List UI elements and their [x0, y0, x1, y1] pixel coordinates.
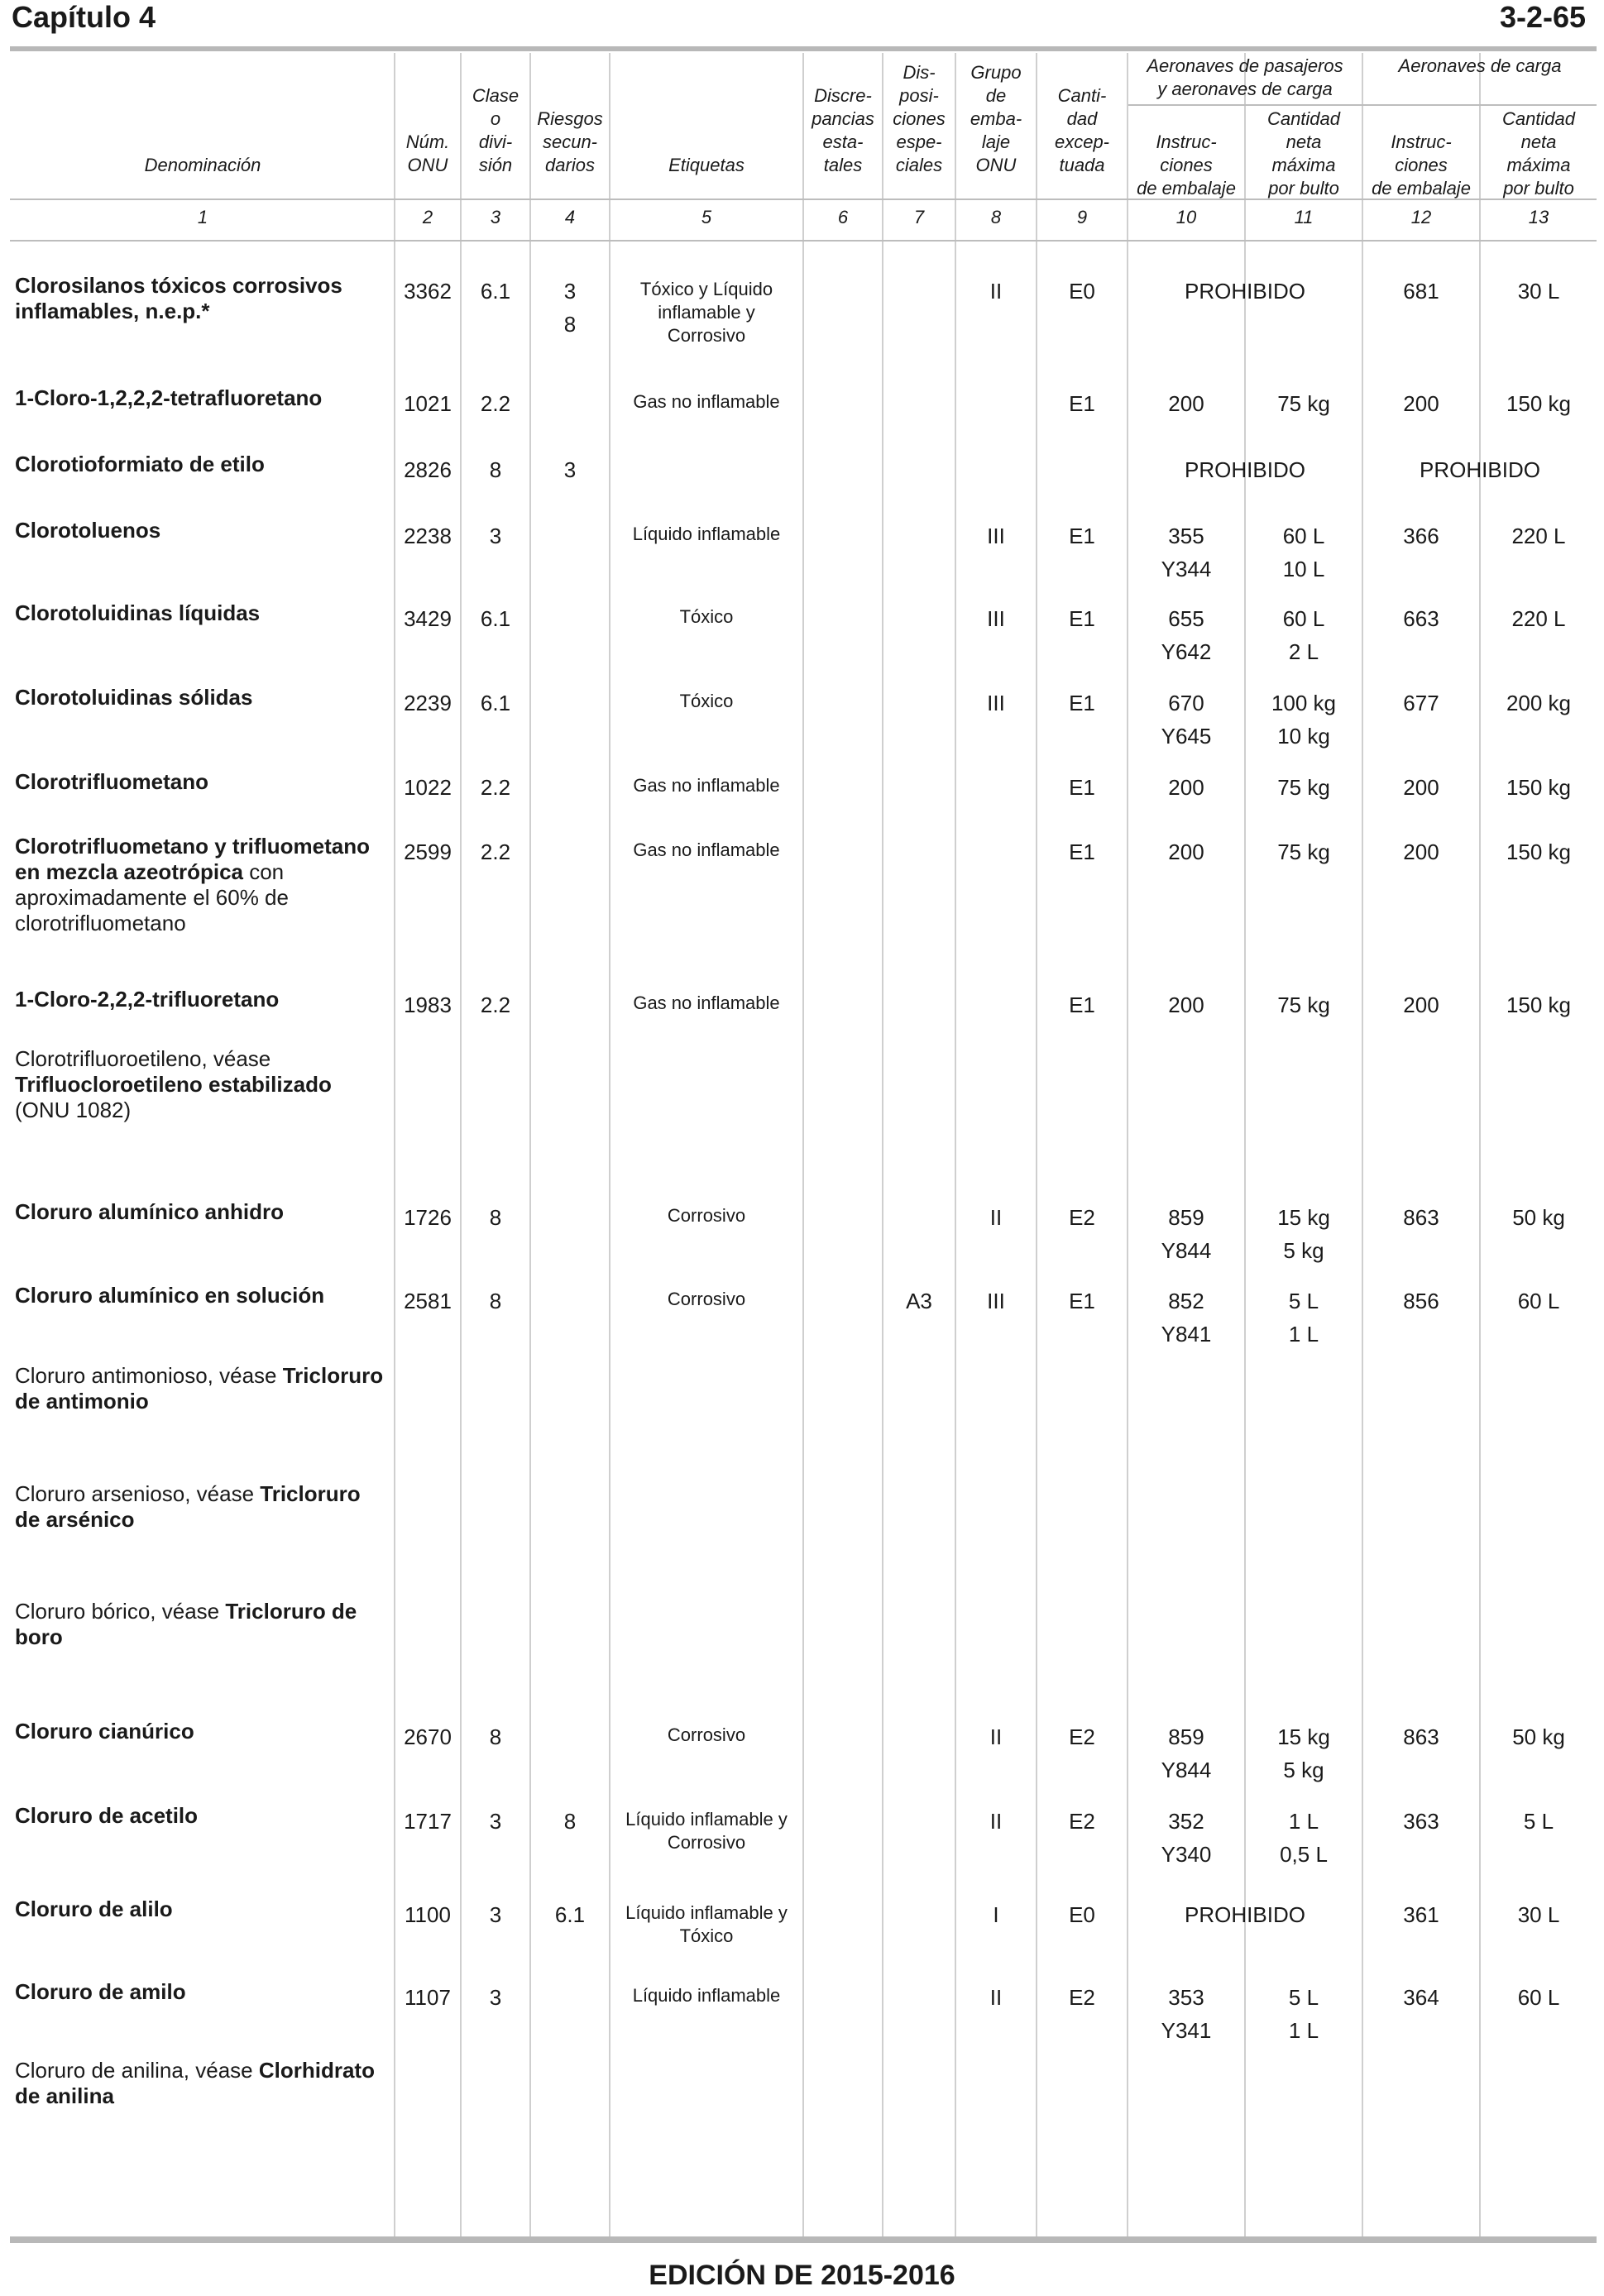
- cell-pg: III: [987, 691, 1005, 715]
- row-denominacion: [15, 1719, 387, 1744]
- denominacion-bold: Clorhidrato de anilina: [15, 2058, 375, 2108]
- cell-cls: 8: [489, 1289, 502, 1313]
- cell-eq: E1: [1069, 606, 1095, 631]
- row-denominacion: [15, 385, 387, 411]
- cell-disp: A3: [906, 1289, 932, 1313]
- cell-un: 1983: [404, 993, 452, 1017]
- page-number: 3-2-65: [1499, 0, 1586, 34]
- col-number: 2: [422, 207, 433, 227]
- cell-pi1: 859 Y844: [1161, 1205, 1212, 1263]
- cell-lbl: Tóxico: [679, 691, 734, 711]
- cell-lbl: Gas no inflamable: [633, 775, 780, 796]
- row-denominacion: [15, 1283, 387, 1308]
- cell-pi2: 681: [1403, 279, 1439, 304]
- row-denominacion: [15, 600, 387, 626]
- row-denominacion: [15, 834, 387, 936]
- cell-eq: E1: [1069, 691, 1095, 715]
- cell-pi2: 361: [1403, 1902, 1439, 1927]
- row-denominacion: [15, 1199, 387, 1225]
- cell-un: 2239: [404, 691, 452, 715]
- row-denominacion: [15, 685, 387, 710]
- cell-pg: II: [989, 1205, 1003, 1230]
- cell-q1: 75 kg: [1277, 839, 1330, 864]
- cell-cls: 6.1: [480, 691, 511, 715]
- cell-pg: II: [989, 1809, 1003, 1834]
- cell-un: 2826: [404, 457, 452, 482]
- denominacion-bold: Clorotrifluometano: [15, 769, 208, 794]
- col-number: 9: [1076, 207, 1088, 227]
- cell-pi2: 363: [1403, 1809, 1439, 1834]
- denominacion-bold: Trifluocloroetileno estabilizado: [15, 1072, 332, 1097]
- cell-q2: 60 L: [1517, 1985, 1560, 2010]
- cell-prohibido: PROHIBIDO: [1185, 1902, 1305, 1927]
- cell-cls: 2.2: [480, 839, 511, 864]
- cell-q2: 60 L: [1517, 1289, 1560, 1313]
- denominacion-bold: Cloruro alumínico anhidro: [15, 1199, 285, 1224]
- cell-cls: 2.2: [480, 391, 511, 416]
- cell-cls: 3: [489, 1902, 502, 1927]
- cell-pi2: 677: [1403, 691, 1439, 715]
- denominacion-bold: Clorotioformiato de etilo: [15, 452, 265, 476]
- row-denominacion: [15, 1046, 387, 1123]
- col-riesgos: Riesgos secun- darios: [537, 108, 603, 175]
- col-aeronaves-pasajeros: Aeronaves de pasajeros y aeronaves de carga: [1147, 55, 1343, 99]
- col-number: 8: [990, 207, 1002, 227]
- cell-q2: 220 L: [1511, 606, 1566, 631]
- cell-pi1: 355 Y344: [1161, 524, 1212, 581]
- row-denominacion: [15, 518, 387, 543]
- cell-q2: 30 L: [1517, 1902, 1560, 1927]
- cell-pi1: 655 Y642: [1161, 606, 1212, 664]
- cell-q1: 75 kg: [1277, 775, 1330, 800]
- cell-eq: E2: [1069, 1724, 1095, 1749]
- cell-pi2: 663: [1403, 606, 1439, 631]
- col-number: 12: [1410, 207, 1432, 227]
- col-number: 4: [564, 207, 576, 227]
- cell-pg: III: [987, 524, 1005, 548]
- cell-eq: E1: [1069, 993, 1095, 1017]
- cell-lbl: Corrosivo: [667, 1289, 746, 1309]
- col-clase: Clase o divi- sión: [472, 85, 520, 175]
- cell-q2: 150 kg: [1506, 775, 1572, 800]
- cell-un: 1726: [404, 1205, 452, 1230]
- cell-lbl: Corrosivo: [667, 1205, 746, 1226]
- row-denominacion: [15, 1481, 387, 1533]
- cell-un: 2670: [404, 1724, 452, 1749]
- cell-q2: 30 L: [1517, 279, 1560, 304]
- cell-prohibido: PROHIBIDO: [1185, 279, 1305, 304]
- cell-lbl: Gas no inflamable: [633, 839, 780, 860]
- row-denominacion: [15, 452, 387, 477]
- row-denominacion: [15, 1599, 387, 1650]
- cell-eq: E1: [1069, 391, 1095, 416]
- divider: [882, 53, 883, 2236]
- col-grupo: Grupo de emba- laje ONU: [970, 62, 1022, 175]
- cell-q1: 1 L 0,5 L: [1280, 1809, 1328, 1867]
- cell-un: 1021: [404, 391, 452, 416]
- cell-eq: E2: [1069, 1205, 1095, 1230]
- col-number: 11: [1294, 207, 1314, 227]
- row-denominacion: [15, 987, 387, 1012]
- cell-un: 1717: [404, 1809, 452, 1834]
- denominacion-bold: 1-Cloro-1,2,2,2-tetrafluoretano: [15, 385, 323, 410]
- cell-lbl: Gas no inflamable: [633, 391, 780, 412]
- cell-pg: I: [993, 1902, 999, 1927]
- cell-sub: 8: [563, 1809, 577, 1834]
- cell-cls: 2.2: [480, 993, 511, 1017]
- cell-cls: 6.1: [480, 279, 511, 304]
- cell-un: 2599: [404, 839, 452, 864]
- cell-eq: E1: [1069, 775, 1095, 800]
- cell-sub: 3 8: [563, 279, 577, 337]
- cell-pi2: 364: [1403, 1985, 1439, 2010]
- cell-un: 1100: [405, 1902, 451, 1927]
- cell-pi2: 863: [1403, 1205, 1439, 1230]
- cell-cls: 8: [489, 1724, 502, 1749]
- cell-pi2: 200: [1403, 993, 1439, 1017]
- cell-q1: 75 kg: [1277, 993, 1330, 1017]
- cell-lbl: Corrosivo: [667, 1724, 746, 1745]
- cell-un: 3362: [404, 279, 452, 304]
- cell-cls: 3: [489, 524, 502, 548]
- cell-q1: 75 kg: [1277, 391, 1330, 416]
- col-number: 10: [1175, 207, 1197, 227]
- denominacion-bold: Cloruro cianúrico: [15, 1719, 194, 1744]
- denominacion-bold: Cloruro de alilo: [15, 1897, 173, 1921]
- denominacion-bold: 1-Cloro-2,2,2-trifluoretano: [15, 987, 280, 1012]
- cell-pi1: 352 Y340: [1161, 1809, 1212, 1867]
- cell-prohibido: PROHIBIDO: [1420, 457, 1540, 482]
- denominacion-text: Cloruro de anilina, véase: [15, 2058, 259, 2083]
- cell-pg: III: [987, 1289, 1005, 1313]
- cell-pi1: 200: [1168, 839, 1204, 864]
- cell-cls: 3: [489, 1985, 502, 2010]
- col-discrepancias: Discre- pancias esta- tales: [812, 85, 874, 175]
- bottom-rule: [10, 2236, 1597, 2243]
- cell-q2: 150 kg: [1506, 839, 1572, 864]
- cell-cls: 3: [489, 1809, 502, 1834]
- denominacion-text: Clorotrifluoroetileno, véase: [15, 1046, 271, 1071]
- row-denominacion: [15, 769, 387, 795]
- col-number: 5: [701, 207, 712, 227]
- denominacion-bold: Clorotoluidinas líquidas: [15, 600, 261, 625]
- cell-cls: 6.1: [480, 606, 511, 631]
- cell-pg: II: [989, 1724, 1003, 1749]
- denominacion-bold: Tricloruro de antimonio: [15, 1363, 384, 1413]
- denominacion-bold: Cloruro de amilo: [15, 1979, 186, 2004]
- cell-eq: E0: [1069, 1902, 1095, 1927]
- cell-lbl: Gas no inflamable: [633, 993, 780, 1013]
- cell-un: 1107: [405, 1985, 451, 2010]
- cell-q1: 5 L 1 L: [1288, 1985, 1319, 2043]
- cell-pi2: 856: [1403, 1289, 1439, 1313]
- denominacion-bold: Tricloruro de boro: [15, 1599, 357, 1649]
- cell-lbl: Líquido inflamable: [632, 524, 781, 544]
- denominacion-text: (ONU 1082): [15, 1098, 132, 1122]
- cell-q2: 50 kg: [1512, 1724, 1565, 1749]
- top-rule: [10, 46, 1597, 51]
- cell-pi1: 353 Y341: [1161, 1985, 1212, 2043]
- cell-lbl: Tóxico y Líquido inflamable y Corrosivo: [639, 279, 773, 346]
- col-number: 3: [490, 207, 501, 227]
- cell-cls: 8: [489, 1205, 502, 1230]
- cell-eq: E0: [1069, 279, 1095, 304]
- cell-pi1: 200: [1168, 993, 1204, 1017]
- col-number: 13: [1528, 207, 1549, 227]
- denominacion-text: Cloruro arsenioso, véase: [15, 1481, 261, 1506]
- cell-pi1: 200: [1168, 775, 1204, 800]
- cell-eq: E2: [1069, 1985, 1095, 2010]
- divider: [802, 53, 804, 2236]
- row-denominacion: [15, 2058, 387, 2109]
- cell-prohibido: PROHIBIDO: [1185, 457, 1305, 482]
- col-cantidad-exceptuada: Canti- dad excep- tuada: [1054, 85, 1110, 175]
- denominacion-bold: Clorosilanos tóxicos corrosivos inflamables, n.e.p.*: [15, 273, 342, 323]
- cell-pi1: 852 Y841: [1161, 1289, 1212, 1347]
- cell-pg: III: [987, 606, 1005, 631]
- cell-pi2: 366: [1403, 524, 1439, 548]
- cell-sub: 6.1: [554, 1902, 586, 1927]
- cell-lbl: Tóxico: [679, 606, 734, 627]
- col-etiquetas: Etiquetas: [668, 155, 745, 175]
- chapter-title: Capítulo 4: [12, 0, 156, 34]
- cell-eq: E1: [1069, 839, 1095, 864]
- row-denominacion: [15, 1897, 387, 1922]
- cell-lbl: Líquido inflamable y Tóxico: [625, 1902, 788, 1946]
- col-num-onu: Núm. ONU: [405, 132, 450, 175]
- col-aeronaves-carga: Aeronaves de carga: [1398, 55, 1562, 76]
- cell-pi1: 200: [1168, 391, 1204, 416]
- group-line: [1128, 104, 1597, 106]
- cell-q1: 5 L 1 L: [1288, 1289, 1319, 1347]
- col-disposiciones: Dis- posi- ciones espe- ciales: [893, 62, 946, 175]
- row-denominacion: [15, 1803, 387, 1829]
- col-instrucciones-carga: Instruc- ciones de embalaje: [1372, 132, 1471, 199]
- cell-lbl: Líquido inflamable: [632, 1985, 781, 2006]
- column-number-line: [10, 240, 1597, 242]
- denominacion-bold: Cloruro de acetilo: [15, 1803, 199, 1828]
- cell-q1: 100 kg 10 kg: [1271, 691, 1337, 749]
- col-cantidad-pas: Cantidad neta máxima por bulto: [1266, 108, 1341, 199]
- col-number: 1: [197, 207, 208, 227]
- cell-q2: 5 L: [1523, 1809, 1554, 1834]
- denominacion-bold: Tricloruro de arsénico: [15, 1481, 361, 1532]
- cell-un: 3429: [404, 606, 452, 631]
- denominacion-text: Cloruro antimonioso, véase: [15, 1363, 283, 1388]
- cell-lbl: Líquido inflamable y Corrosivo: [625, 1809, 788, 1853]
- cell-q2: 220 L: [1511, 524, 1566, 548]
- cell-pi1: 670 Y645: [1161, 691, 1212, 749]
- row-denominacion: [15, 273, 387, 324]
- cell-pi1: 859 Y844: [1161, 1724, 1212, 1782]
- footer-edition: EDICIÓN DE 2015-2016: [649, 2260, 955, 2291]
- cell-sub: 3: [563, 457, 577, 482]
- cell-un: 2581: [404, 1289, 452, 1313]
- denominacion-text: con aproximadamente el 60% de clorotrifluometano: [15, 859, 289, 935]
- col-number: 6: [837, 207, 849, 227]
- denominacion-text: Cloruro bórico, véase: [15, 1599, 226, 1624]
- denominacion-bold: Clorotoluidinas sólidas: [15, 685, 253, 710]
- cell-pi2: 200: [1403, 391, 1439, 416]
- cell-eq: E2: [1069, 1809, 1095, 1834]
- cell-q1: 60 L 2 L: [1282, 606, 1325, 664]
- cell-un: 2238: [404, 524, 452, 548]
- cell-un: 1022: [404, 775, 452, 800]
- cell-cls: 2.2: [480, 775, 511, 800]
- denominacion-bold: Cloruro alumínico en solución: [15, 1283, 325, 1308]
- cell-q2: 200 kg: [1506, 691, 1572, 715]
- col-instrucciones-pas: Instruc- ciones de embalaje: [1137, 132, 1236, 199]
- col-denominacion: Denominación: [144, 155, 261, 175]
- cell-pg: II: [989, 1985, 1003, 2010]
- cell-pg: II: [989, 279, 1003, 304]
- row-denominacion: [15, 1363, 387, 1414]
- cell-eq: E1: [1069, 1289, 1095, 1313]
- row-denominacion: [15, 1979, 387, 2005]
- col-cantidad-carga: Cantidad neta máxima por bulto: [1501, 108, 1576, 199]
- cell-pi2: 863: [1403, 1724, 1439, 1749]
- cell-q2: 150 kg: [1506, 391, 1572, 416]
- cell-q1: 60 L 10 L: [1282, 524, 1325, 581]
- cell-pi2: 200: [1403, 839, 1439, 864]
- denominacion-bold: Clorotoluenos: [15, 518, 161, 543]
- col-number: 7: [913, 207, 925, 227]
- cell-q2: 150 kg: [1506, 993, 1572, 1017]
- cell-eq: E1: [1069, 524, 1095, 548]
- cell-q1: 15 kg 5 kg: [1277, 1205, 1330, 1263]
- cell-q1: 15 kg 5 kg: [1277, 1724, 1330, 1782]
- denominacion-bold: Clorotrifluometano y trifluometano en mezcla azeotrópica: [15, 834, 370, 884]
- cell-pi2: 200: [1403, 775, 1439, 800]
- cell-q2: 50 kg: [1512, 1205, 1565, 1230]
- cell-cls: 8: [489, 457, 502, 482]
